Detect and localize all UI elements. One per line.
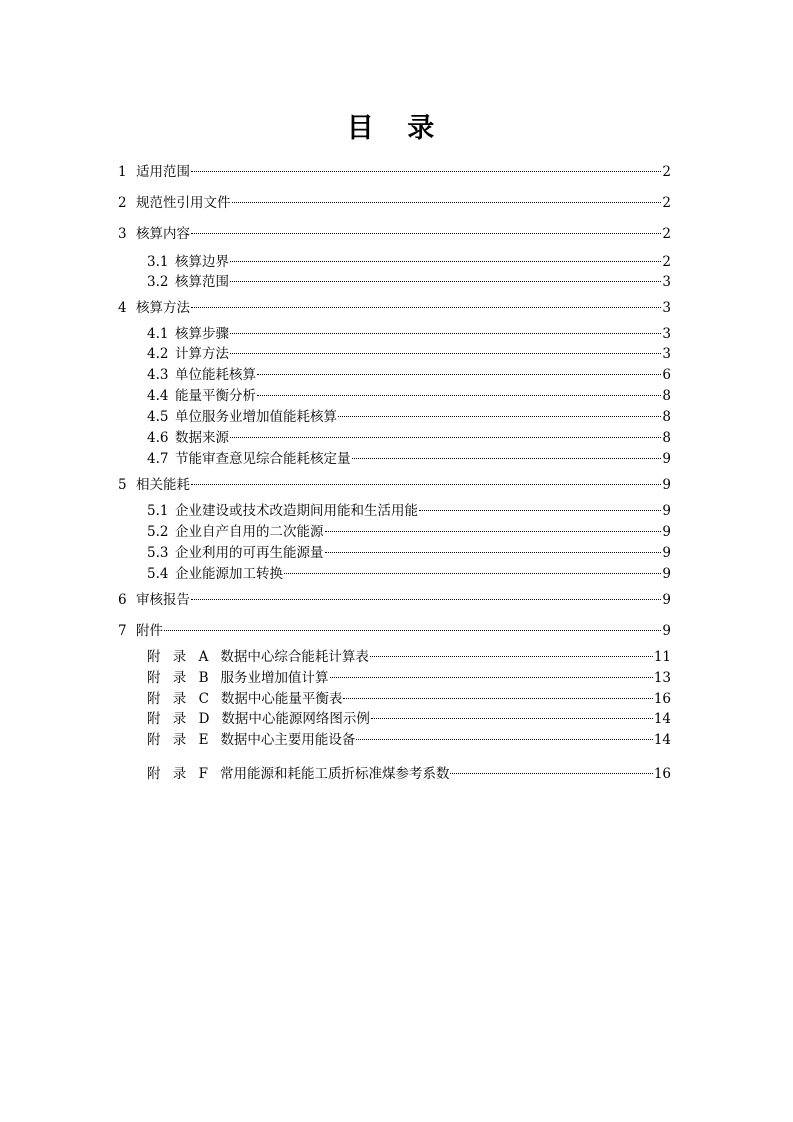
toc-entry-number: 1 [118, 164, 127, 180]
toc-leader-dots [191, 588, 661, 600]
toc-entry-page: 9 [662, 524, 671, 540]
toc-entry-number: 附 录 C [147, 691, 213, 707]
toc-entry-number: 3.1 [147, 254, 169, 270]
toc-entry-page: 2 [662, 254, 671, 270]
toc-leader-dots [330, 666, 653, 678]
toc-entry[interactable] [147, 363, 671, 383]
toc-entry-label: 数据中心综合能耗计算表 [220, 649, 369, 665]
toc-entry-label: 审核报告 [136, 592, 190, 608]
toc-entry-number: 3 [118, 226, 127, 242]
toc-entry[interactable] [147, 645, 671, 665]
toc-leader-dots [230, 342, 661, 354]
toc-entry-number: 4.6 [147, 430, 169, 446]
toc-leader-dots [164, 619, 661, 631]
toc-entry-number: 附 录 B [147, 670, 213, 686]
toc-entry[interactable] [147, 270, 671, 290]
toc-entry-number: 5.2 [147, 524, 169, 540]
toc-leader-dots [257, 363, 661, 375]
toc-entry-number: 5.4 [147, 566, 169, 582]
toc-entry-page: 14 [653, 732, 671, 748]
toc-entry[interactable] [147, 384, 671, 404]
toc-entry-label: 附件 [136, 623, 163, 639]
toc-entry-page: 2 [662, 195, 671, 211]
toc-entry-page: 9 [662, 592, 671, 608]
toc-entry-page: 13 [653, 670, 671, 686]
toc-leader-dots [370, 645, 653, 657]
toc-entry-label: 单位能耗核算 [175, 367, 256, 383]
toc-entry-page: 9 [662, 545, 671, 561]
toc-entry-label: 能量平衡分析 [175, 388, 256, 404]
toc-entry-label: 企业能源加工转换 [175, 566, 283, 582]
toc-entry-page: 3 [662, 326, 671, 342]
toc-leader-dots [419, 499, 661, 511]
toc-entry-label: 企业建设或技术改造期间用能和生活用能 [175, 503, 418, 519]
toc-entry-number: 3.2 [147, 274, 169, 290]
toc-entry-label: 服务业增加值计算 [220, 670, 329, 686]
toc-entry-page: 8 [662, 409, 671, 425]
toc-leader-dots [230, 270, 661, 282]
toc-leader-dots [356, 728, 652, 740]
toc-entry-number: 4.4 [147, 388, 169, 404]
toc-entry[interactable] [147, 762, 671, 782]
toc-leader-dots [232, 191, 662, 203]
toc-entry-label: 核算内容 [136, 226, 190, 242]
toc-leader-dots [230, 322, 661, 334]
toc-entry-page: 11 [653, 649, 671, 665]
toc-entry-label: 企业利用的可再生能源量 [175, 545, 324, 561]
toc-entry[interactable] [147, 342, 671, 362]
toc-leader-dots [450, 762, 652, 774]
toc-entry[interactable] [147, 520, 671, 540]
toc-leader-dots [191, 473, 661, 485]
toc-entry[interactable] [118, 191, 671, 211]
toc-entry-page: 6 [662, 367, 671, 383]
toc-entry-label: 企业自产自用的二次能源 [175, 524, 324, 540]
toc-entry[interactable] [147, 499, 671, 519]
toc-entry-number: 5 [118, 477, 127, 493]
toc-entry-page: 9 [662, 566, 671, 582]
toc-entry-number: 6 [118, 592, 127, 608]
toc-entry-number: 7 [118, 623, 127, 639]
toc-entry-label: 数据中心能量平衡表 [220, 691, 343, 707]
toc-entry-label: 核算边界 [175, 254, 229, 270]
toc-entry[interactable] [118, 588, 671, 608]
toc-entry-page: 3 [662, 346, 671, 362]
toc-entry-label: 单位服务业增加值能耗核算 [175, 409, 337, 425]
toc-entry-page: 3 [662, 274, 671, 290]
toc-entry-label: 数据来源 [175, 430, 229, 446]
toc-entry-page: 9 [662, 623, 671, 639]
toc-entry-label: 规范性引用文件 [136, 195, 231, 211]
toc-entry[interactable] [147, 562, 671, 582]
toc-leader-dots [352, 447, 662, 459]
toc-entry[interactable] [147, 728, 671, 748]
toc-entry[interactable] [118, 160, 671, 180]
toc-entry-label: 常用能源和耗能工质折标准煤参考系数 [219, 766, 450, 782]
toc-entry-page: 8 [662, 388, 671, 404]
toc-leader-dots [325, 541, 662, 553]
toc-entry[interactable] [118, 222, 671, 242]
toc-leader-dots [338, 405, 661, 417]
toc-entry-number: 2 [118, 195, 127, 211]
toc-entry[interactable] [118, 619, 671, 639]
toc-entry-label: 计算方法 [175, 346, 229, 362]
toc-leader-dots [191, 222, 661, 234]
toc-entry-number: 4.2 [147, 346, 169, 362]
toc-entry-number: 4 [118, 300, 127, 316]
toc-entry-page: 14 [653, 711, 671, 727]
toc-entry-label: 核算步骤 [175, 326, 229, 342]
toc-entry-number: 4.3 [147, 367, 169, 383]
toc-entry-page: 2 [662, 164, 671, 180]
toc-entry-label: 核算范围 [175, 274, 229, 290]
toc-entry[interactable] [147, 541, 671, 561]
toc-entry-number: 附 录 D [147, 711, 214, 727]
toc-entry[interactable] [147, 687, 671, 707]
toc-entry-number: 4.7 [147, 451, 169, 467]
toc-entry-label: 数据中心能源网络图示例 [221, 711, 370, 727]
toc-entry-label: 适用范围 [136, 164, 190, 180]
toc-entry-page: 9 [662, 503, 671, 519]
toc-entry-label: 数据中心主要用能设备 [220, 732, 356, 748]
toc-entry-page: 8 [662, 430, 671, 446]
toc-entry-number: 5.3 [147, 545, 169, 561]
toc-entry[interactable] [147, 405, 671, 425]
toc-entry-page: 16 [653, 691, 671, 707]
toc-entry-number: 附 录 A [147, 649, 213, 665]
toc-entry-number: 附 录 F [147, 766, 212, 782]
toc-leader-dots [191, 160, 661, 172]
toc-entry-page: 9 [662, 477, 671, 493]
toc-entry[interactable] [147, 426, 671, 446]
toc-entry-label: 节能审查意见综合能耗核定量 [175, 451, 351, 467]
toc-entry-page: 2 [662, 226, 671, 242]
toc-entry-label: 相关能耗 [136, 477, 190, 493]
toc-title: 目 录 [346, 113, 447, 144]
toc-leader-dots [371, 707, 653, 719]
toc-entry-number: 4.1 [147, 326, 169, 342]
toc-entry[interactable] [147, 322, 671, 342]
toc-entry-page: 16 [653, 766, 671, 782]
toc-entry-page: 9 [662, 451, 671, 467]
toc-leader-dots [257, 384, 661, 396]
toc-leader-dots [343, 687, 652, 699]
toc-entry-number: 4.5 [147, 409, 169, 425]
toc-entry[interactable] [118, 296, 671, 316]
toc-leader-dots [230, 426, 661, 438]
toc-entry-number: 附 录 E [147, 732, 213, 748]
toc-entry-page: 3 [662, 300, 671, 316]
toc-leader-dots [284, 562, 661, 574]
toc-entry[interactable] [147, 447, 671, 467]
toc-entry[interactable] [147, 250, 671, 270]
toc-entry-number: 5.1 [147, 503, 169, 519]
toc-leader-dots [325, 520, 662, 532]
toc-leader-dots [191, 296, 661, 308]
toc-entry[interactable] [147, 707, 671, 727]
toc-entry-label: 核算方法 [136, 300, 190, 316]
toc-leader-dots [230, 250, 661, 262]
toc-entry[interactable] [118, 473, 671, 493]
toc-entry[interactable] [147, 666, 671, 686]
